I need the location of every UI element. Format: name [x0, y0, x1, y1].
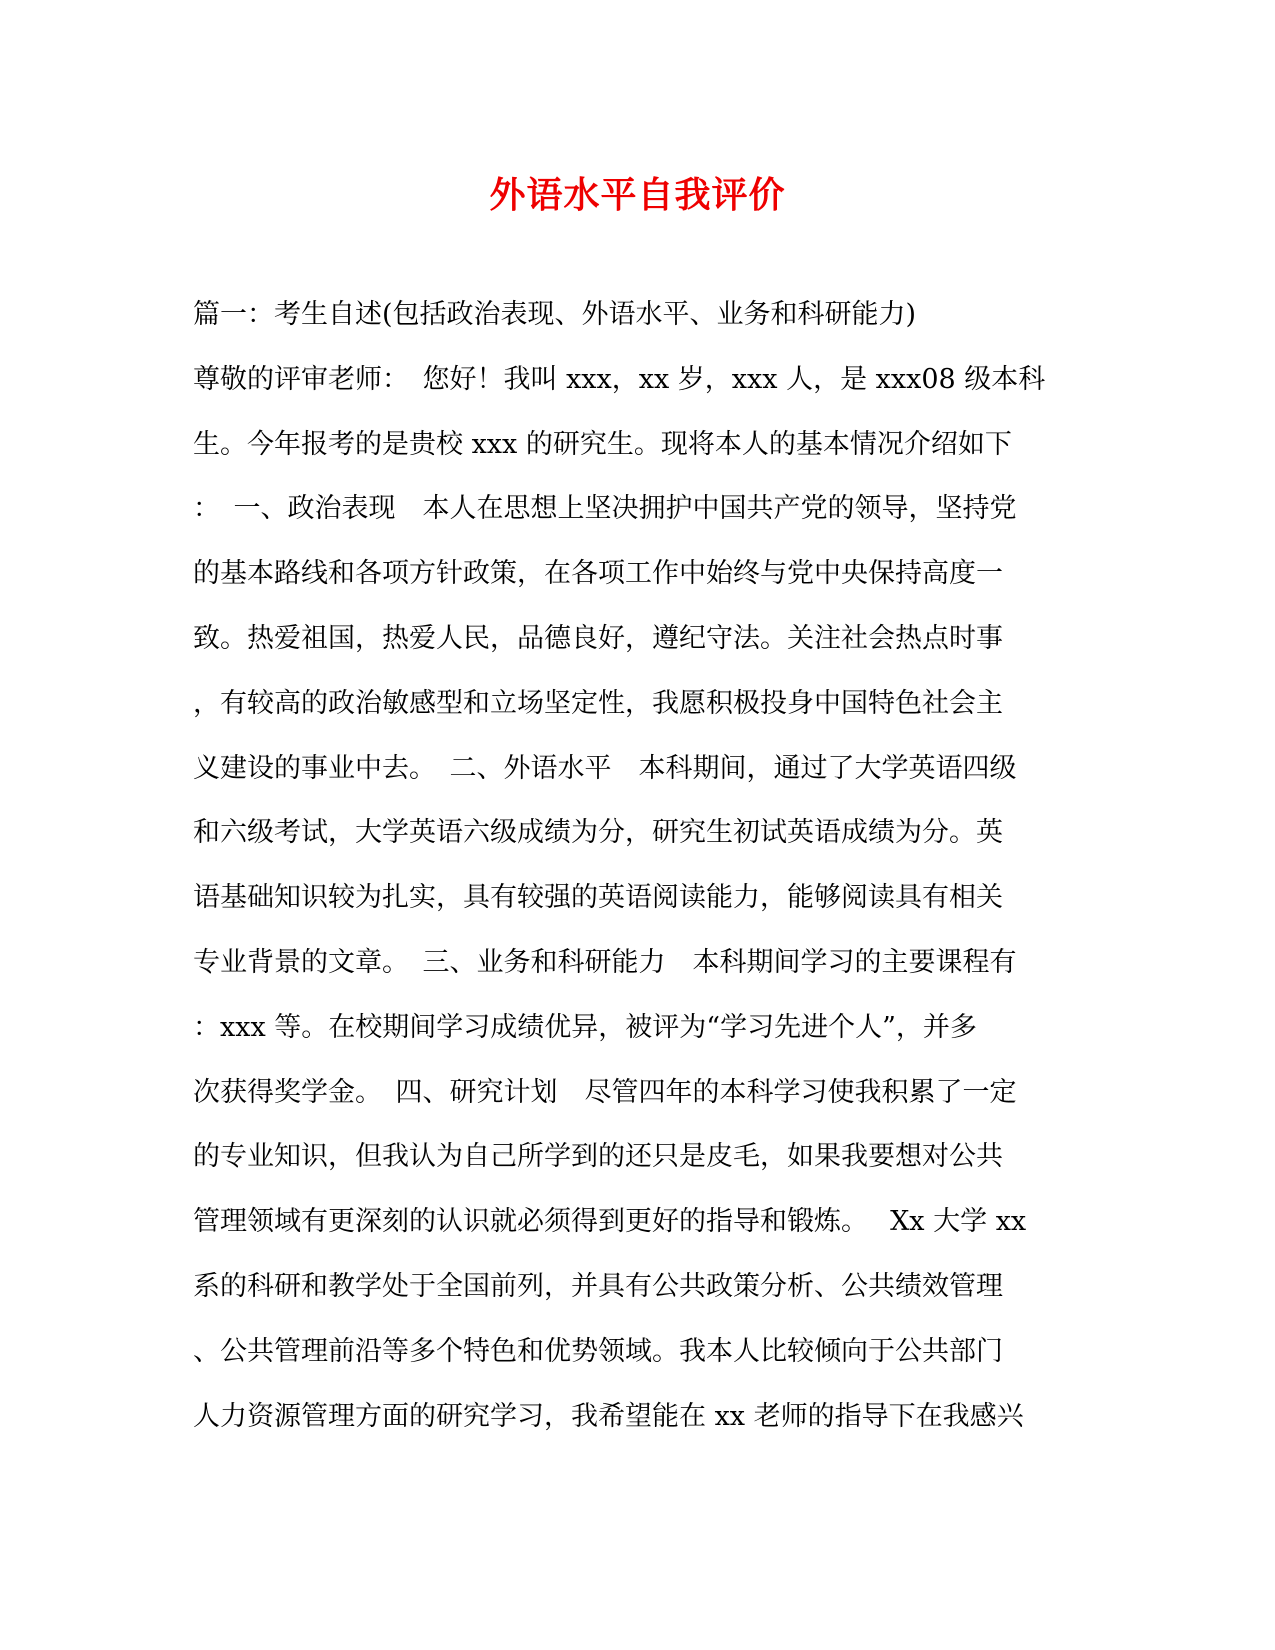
body-line-15: 管理领域有更深刻的认识就必须得到更好的指导和锻炼。 Xx 大学 xx — [193, 1206, 1027, 1238]
body-line-6: 致。热爱祖国，热爱人民，品德良好，遵纪守法。关注社会热点时事 — [193, 622, 1003, 654]
body-line-11: 专业背景的文章。 三、业务和科研能力 本科期间学习的主要课程有 — [193, 946, 1017, 978]
body-line-3: 生。今年报考的是贵校 xxx 的研究生。现将本人的基本情况介绍如下 — [193, 428, 1012, 460]
document-body — [193, 283, 1073, 1449]
body-line-10: 语基础知识较为扎实，具有较强的英语阅读能力，能够阅读具有相关 — [193, 882, 1003, 914]
body-line-1: 篇一：考生自述(包括政治表现、外语水平、业务和科研能力) — [193, 299, 917, 330]
document-title: 外语水平自我评价 — [489, 174, 786, 216]
body-line-9: 和六级考试，大学英语六级成绩为分，研究生初试英语成绩为分。英 — [193, 817, 1003, 849]
body-line-13: 次获得奖学金。 四、研究计划 尽管四年的本科学习使我积累了一定 — [193, 1076, 1017, 1108]
body-line-4: ： 一、政治表现 本人在思想上坚决拥护中国共产党的领导，坚持党 — [193, 493, 1017, 525]
body-line-12: ：xxx 等。在校期间学习成绩优异，被评为“学习先进个人”，并多 — [193, 1011, 977, 1043]
body-line-14: 的专业知识，但我认为自己所学到的还只是皮毛，如果我要想对公共 — [193, 1141, 1003, 1173]
body-line-18: 人力资源管理方面的研究学习，我希望能在 xx 老师的指导下在我感兴 — [193, 1400, 1024, 1432]
body-line-8: 义建设的事业中去。 二、外语水平 本科期间，通过了大学英语四级 — [193, 752, 1017, 784]
body-line-16: 系的科研和教学处于全国前列，并具有公共政策分析、公共绩效管理 — [193, 1270, 1003, 1302]
body-line-17: 、公共管理前沿等多个特色和优势领域。我本人比较倾向于公共部门 — [193, 1335, 1003, 1367]
body-line-7: ，有较高的政治敏感型和立场坚定性，我愿积极投身中国特色社会主 — [193, 687, 1003, 719]
body-line-5: 的基本路线和各项方针政策，在各项工作中始终与党中央保持高度一 — [193, 558, 1003, 590]
body-line-2: 尊敬的评审老师： 您好！我叫 xxx，xx 岁，xxx 人，是 xxx08 级本科 — [193, 363, 1046, 395]
